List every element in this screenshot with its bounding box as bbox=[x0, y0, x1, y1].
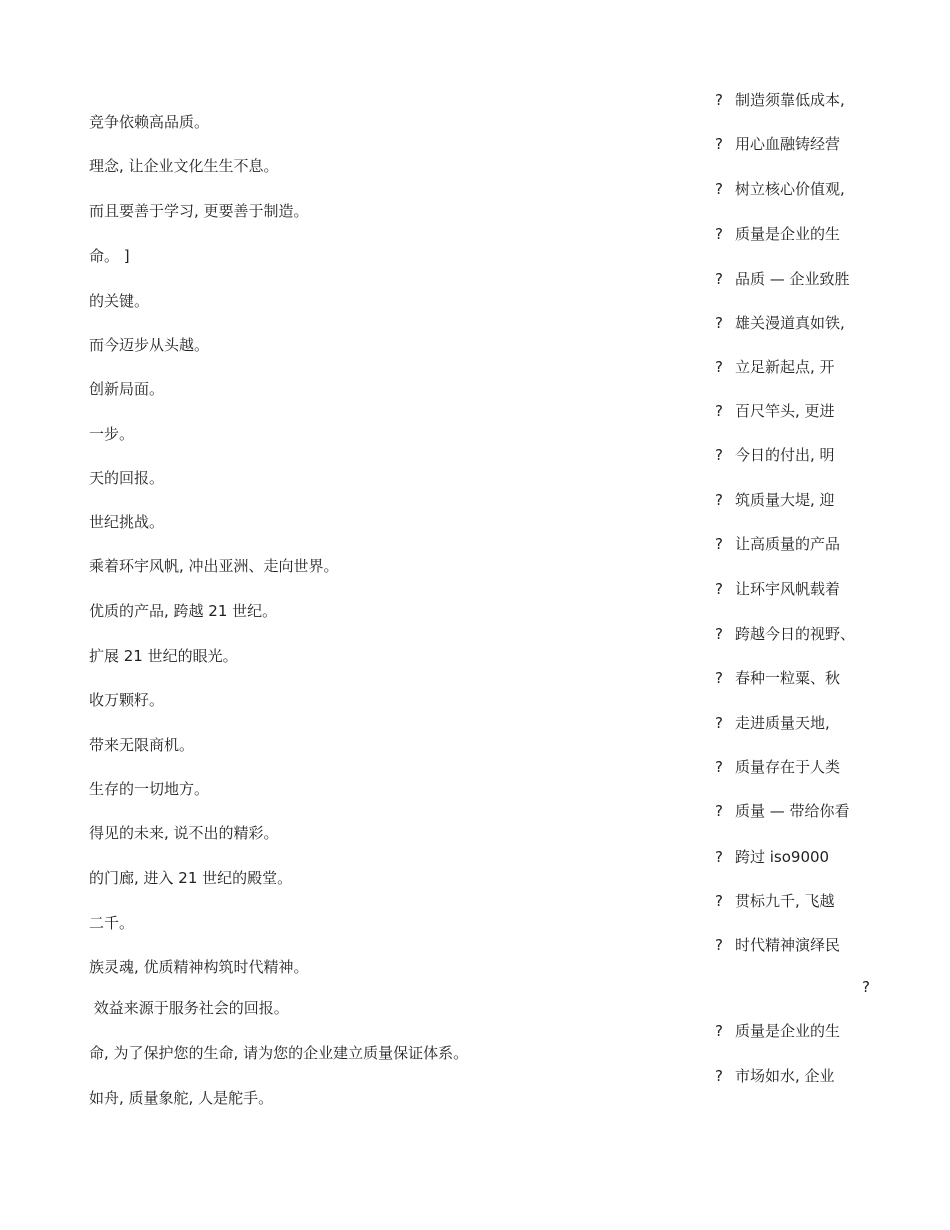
right-line bbox=[715, 490, 835, 510]
bullet-marker: ? bbox=[715, 669, 723, 687]
right-line bbox=[715, 224, 840, 244]
left-line: 的关键。 bbox=[89, 292, 150, 310]
left-line: 命。 ] bbox=[89, 247, 130, 265]
right-line bbox=[715, 90, 845, 110]
right-line bbox=[715, 935, 840, 955]
left-line: 命, 为了保护您的生命, 请为您的企业建立质量保证体系。 bbox=[89, 1044, 469, 1062]
right-line-text: 时代精神演绎民 bbox=[735, 936, 841, 954]
bullet-marker: ? bbox=[715, 758, 723, 776]
right-line-text: 筑质量大堤, 迎 bbox=[735, 491, 835, 509]
left-line: 天的回报。 bbox=[89, 469, 165, 487]
left-line: 竞争依赖高品质。 bbox=[89, 113, 210, 131]
right-line-text: 贯标九千, 飞越 bbox=[735, 892, 835, 910]
right-line bbox=[715, 313, 845, 333]
bullet-marker: ? bbox=[715, 936, 723, 954]
bullet-marker: ? bbox=[862, 978, 870, 996]
right-line-text: 品质 — 企业致胜 bbox=[735, 270, 850, 288]
left-line: 得见的未来, 说不出的精彩。 bbox=[89, 824, 279, 842]
right-line-text: 让高质量的产品 bbox=[735, 535, 841, 553]
right-line bbox=[715, 1021, 840, 1041]
bullet-marker: ? bbox=[715, 180, 723, 198]
right-line-text: 质量存在于人类 bbox=[735, 758, 841, 776]
right-line bbox=[715, 134, 840, 154]
left-line: 优质的产品, 跨越 21 世纪。 bbox=[89, 602, 278, 620]
right-line bbox=[715, 357, 835, 377]
right-line bbox=[715, 757, 840, 777]
left-line: 一步。 bbox=[89, 425, 135, 443]
bullet-marker: ? bbox=[715, 535, 723, 553]
right-line-text: 质量是企业的生 bbox=[735, 1022, 841, 1040]
bullet-marker: ? bbox=[715, 714, 723, 732]
right-line-text: 让环宇风帆载着 bbox=[735, 580, 841, 598]
bullet-marker: ? bbox=[715, 314, 723, 332]
left-line: 的门廊, 进入 21 世纪的殿堂。 bbox=[89, 869, 293, 887]
right-line bbox=[715, 801, 850, 821]
bullet-marker: ? bbox=[715, 446, 723, 464]
left-line: 收万颗籽。 bbox=[89, 691, 165, 709]
left-line: 世纪挑战。 bbox=[89, 513, 165, 531]
right-line bbox=[715, 401, 835, 421]
right-line-text: 走进质量天地, bbox=[735, 714, 830, 732]
right-line bbox=[715, 1066, 835, 1086]
right-line-text: 用心血融铸经营 bbox=[735, 135, 841, 153]
bullet-marker: ? bbox=[715, 491, 723, 509]
right-line bbox=[715, 847, 829, 867]
left-line: 带来无限商机。 bbox=[89, 736, 195, 754]
left-line: 二千。 bbox=[89, 914, 135, 932]
right-line bbox=[715, 179, 845, 199]
left-line: 扩展 21 世纪的眼光。 bbox=[89, 647, 238, 665]
bullet-marker: ? bbox=[715, 402, 723, 420]
right-line-text: 今日的付出, 明 bbox=[735, 446, 835, 464]
bullet-marker: ? bbox=[715, 848, 723, 866]
right-line-text: 市场如水, 企业 bbox=[735, 1067, 835, 1085]
right-line bbox=[715, 624, 855, 644]
right-line-text: 跨越今日的视野、 bbox=[735, 625, 856, 643]
right-line bbox=[715, 668, 840, 688]
bullet-marker: ? bbox=[715, 225, 723, 243]
right-line-text: 跨过 iso9000 bbox=[735, 848, 830, 866]
right-line bbox=[715, 269, 850, 289]
right-line bbox=[862, 977, 870, 997]
bullet-marker: ? bbox=[715, 270, 723, 288]
right-line-text: 雄关漫道真如铁, bbox=[735, 314, 845, 332]
bullet-marker: ? bbox=[715, 625, 723, 643]
right-line bbox=[715, 445, 835, 465]
left-line: 如舟, 质量象舵, 人是舵手。 bbox=[89, 1089, 274, 1107]
bullet-marker: ? bbox=[715, 1067, 723, 1085]
bullet-marker: ? bbox=[715, 802, 723, 820]
left-line: 理念, 让企业文化生生不息。 bbox=[89, 157, 279, 175]
bullet-marker: ? bbox=[715, 358, 723, 376]
right-line bbox=[715, 713, 830, 733]
left-line: 族灵魂, 优质精神构筑时代精神。 bbox=[89, 958, 309, 976]
bullet-marker: ? bbox=[715, 91, 723, 109]
bullet-marker: ? bbox=[715, 135, 723, 153]
bullet-marker: ? bbox=[715, 892, 723, 910]
left-line: 乘着环宇风帆, 冲出亚洲、走向世界。 bbox=[89, 557, 339, 575]
right-line-text: 春种一粒粟、秋 bbox=[735, 669, 841, 687]
right-line bbox=[715, 579, 840, 599]
right-line-text: 立足新起点, 开 bbox=[735, 358, 835, 376]
right-line-text: 质量 — 带给你看 bbox=[735, 802, 850, 820]
left-line: 创新局面。 bbox=[89, 380, 165, 398]
left-line: 生存的一切地方。 bbox=[89, 780, 210, 798]
right-line-text: 百尺竿头, 更进 bbox=[735, 402, 835, 420]
right-line bbox=[715, 891, 835, 911]
left-line: 效益来源于服务社会的回报。 bbox=[89, 999, 289, 1017]
right-line bbox=[715, 534, 840, 554]
right-line-text: 质量是企业的生 bbox=[735, 225, 841, 243]
bullet-marker: ? bbox=[715, 1022, 723, 1040]
right-line-text: 制造须靠低成本, bbox=[735, 91, 845, 109]
right-line-text: 树立核心价值观, bbox=[735, 180, 845, 198]
left-line: 而且要善于学习, 更要善于制造。 bbox=[89, 202, 309, 220]
bullet-marker: ? bbox=[715, 580, 723, 598]
left-line: 而今迈步从头越。 bbox=[89, 336, 210, 354]
